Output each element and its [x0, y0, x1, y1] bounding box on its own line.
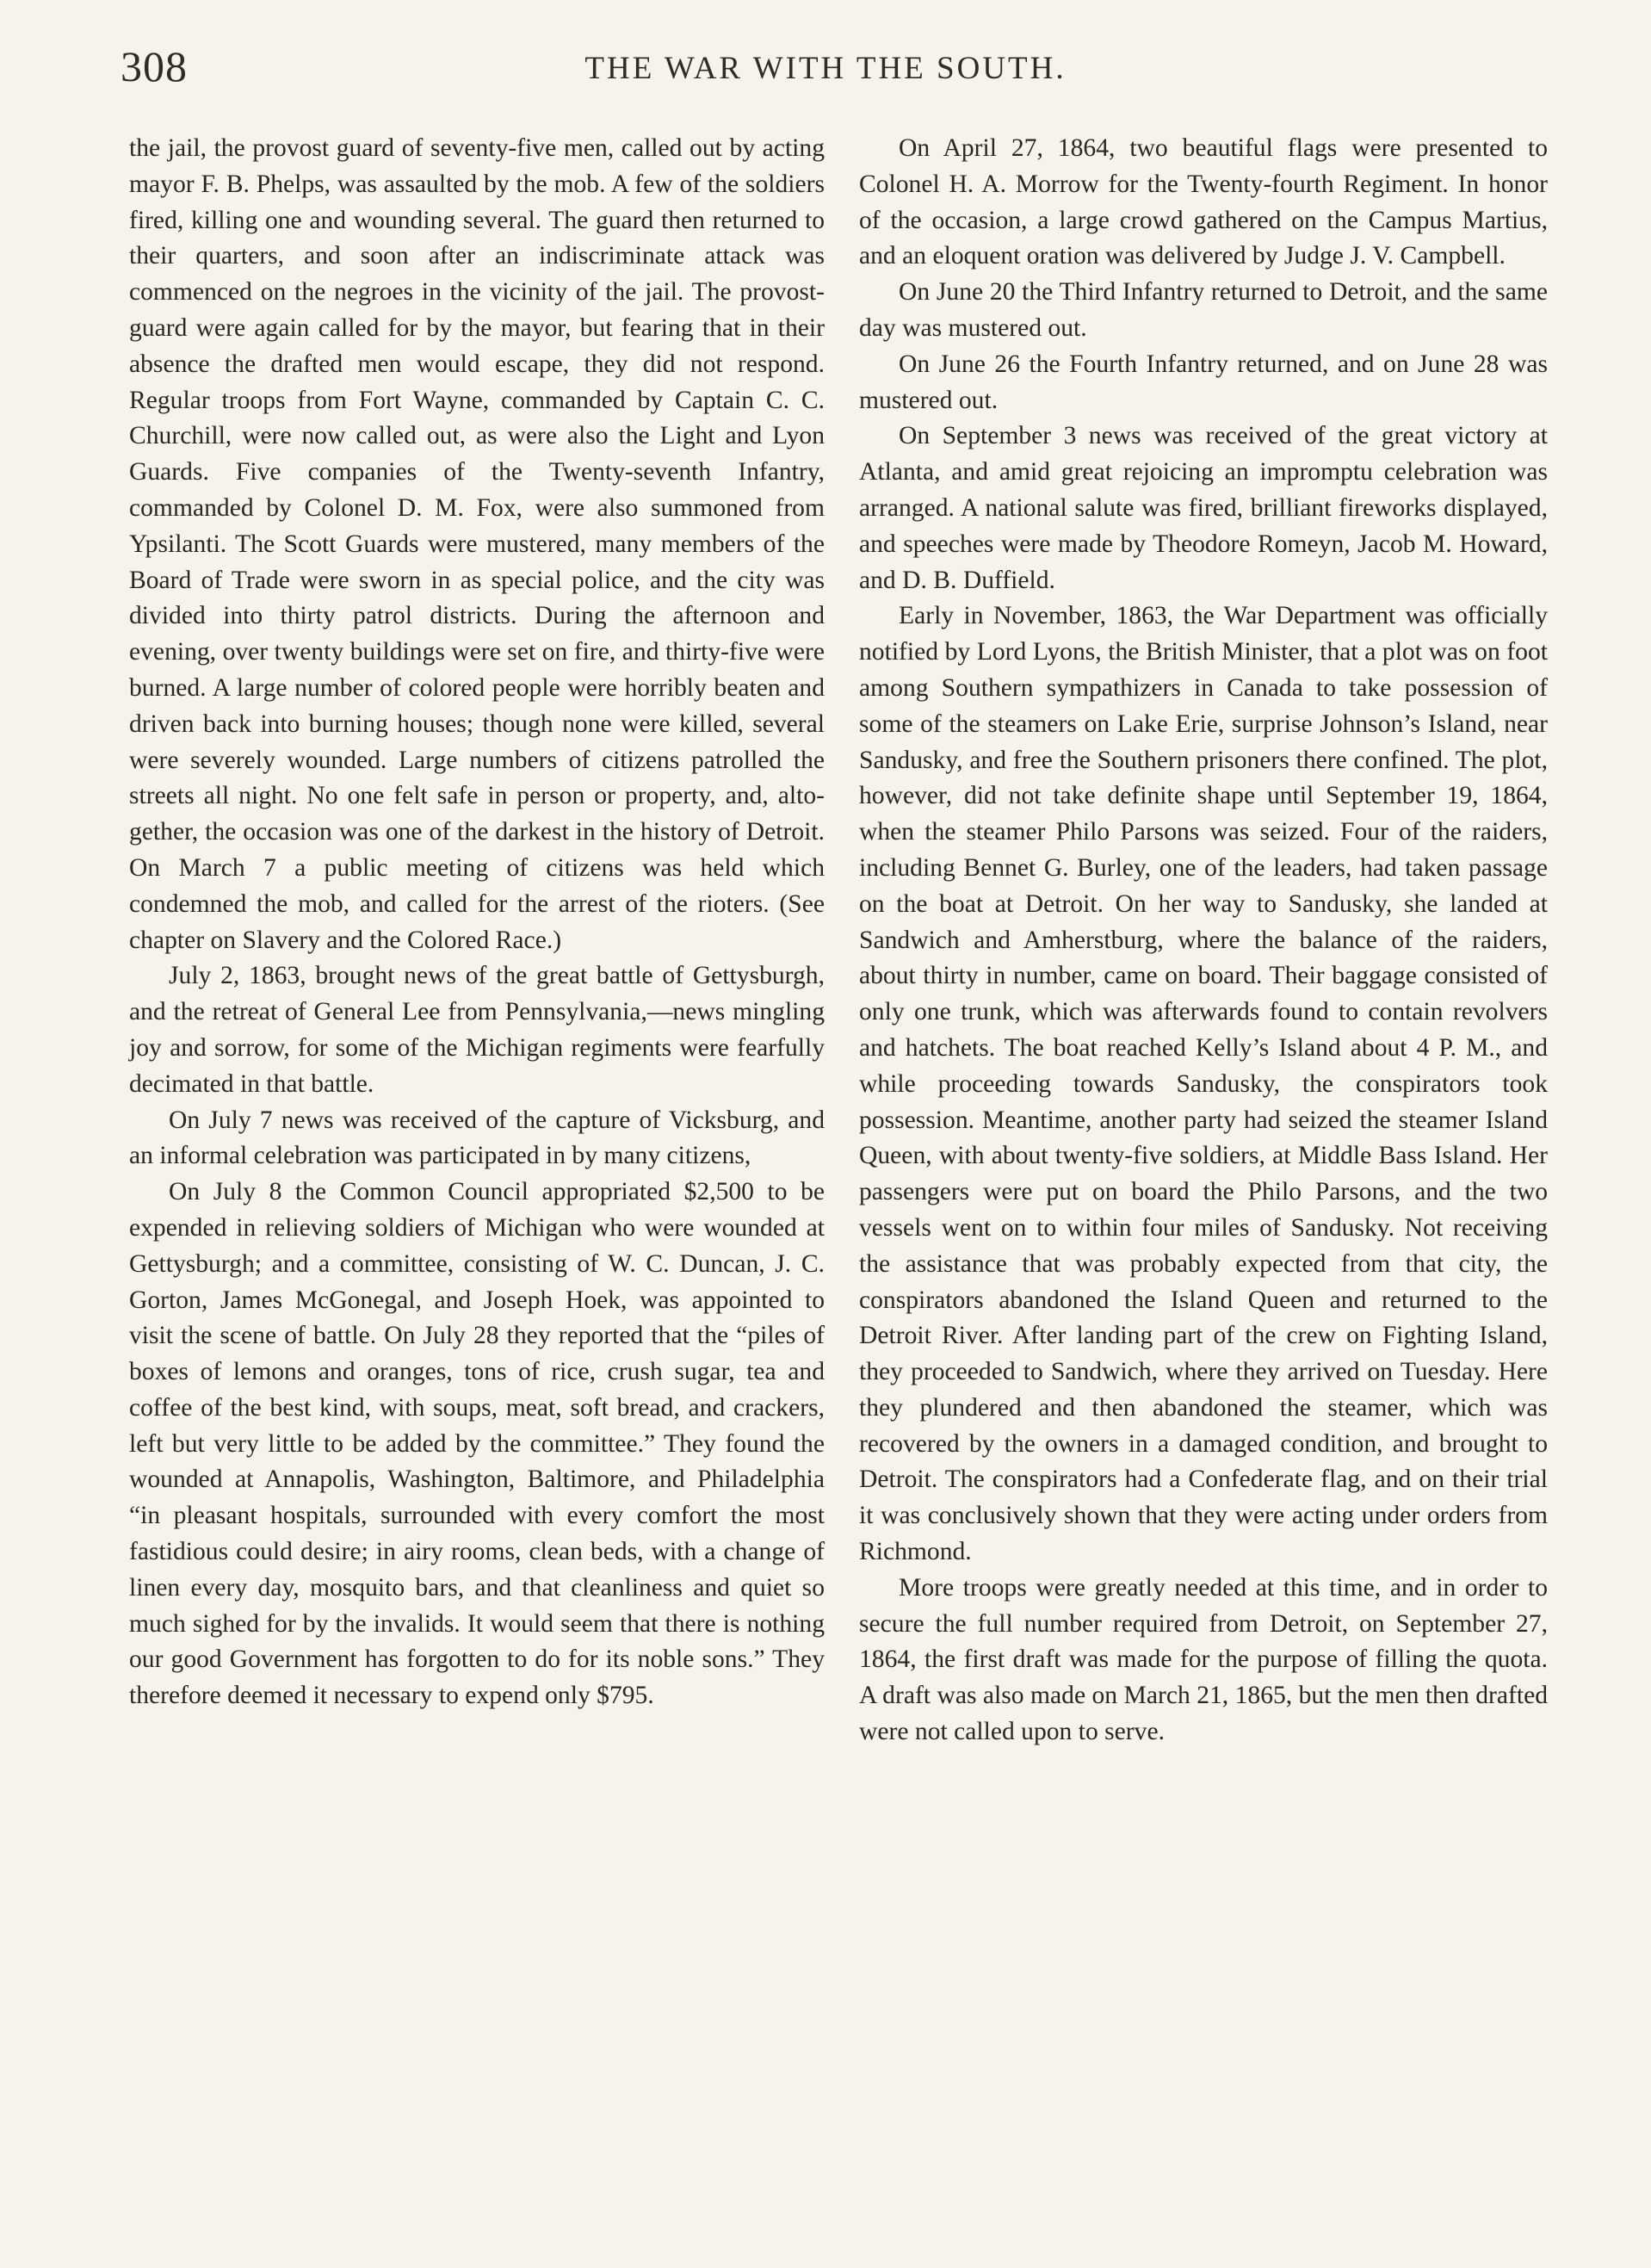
left-column: [129, 131, 825, 1714]
paragraph: July 2, 1863, brought news of the great battle of Gettysburgh, and the retreat of General Lee from Pennsylvania,—news mingling joy and sorrow, for some of the Michigan regiments were fearfully decimated in that battle.: [129, 962, 825, 1098]
paragraph: Early in November, 1863, the War Department was officially notified by Lord Lyons, the British Minister, that a plot was on foot among Southern sympathizers in Canada to take possession of some of the steamers on Lake Erie, surprise Johnson’s Island, near Sandusky, and free the Southern prisoners there confined. The plot, however, did not take definite shape until September 19, 1864, when the steamer Philo Parsons was seized. Four of the raiders, including Bennet G. Burley, one of the leaders, had taken passage on the boat at Detroit. On her way to Sandusky, she landed at Sandwich and Amherstburg, where the balance of the raiders, about thirty in number, came on board. Their baggage consisted of only one trunk, which was afterwards found to contain revolvers and hatchets. The boat reached Kelly’s Island about 4 P. M., and while proceeding towards Sandusky, the conspirators took possession. Meantime, another party had seized the steamer Island Queen, with about twenty-five soldiers, at Middle Bass Island. Her passengers were put on board the Philo Parsons, and the two vessels went on to within four miles of Sandusky. Not receiving the assistance that was probably expected from that city, the conspirators abandoned the Island Queen and returned to the Detroit River. After landing part of the crew on Fighting Island, they proceeded to Sandwich, where they arrived on Tuesday. Here they plundered and then abandoned the steamer, which was recovered by the owners in a damaged condition, and brought to Detroit. The conspirators had a Confederate flag, and on their trial it was conclusively shown that they were acting under orders from Richmond.: [859, 602, 1548, 1566]
paragraph: More troops were greatly needed at this time, and in order to secure the full number required from Detroit, on September 27, 1864, the first draft was made for the purpose of filling the quota. A draft was also made on March 21, 1865, but the men then drafted were not called upon to serve.: [859, 1573, 1548, 1746]
paragraph: On April 27, 1864, two beautiful flags were presented to Colonel H. A. Morrow for the Twenty-fourth Regiment. In honor of the occasion, a large crowd gathered on the Campus Martius, and an eloquent oration was delivered by Judge J. V. Campbell.: [859, 134, 1548, 270]
page-number: 308: [121, 42, 188, 90]
paragraph: On June 26 the Fourth Infantry returned, and on June 28 was mustered out.: [859, 350, 1548, 414]
paragraph: On June 20 the Third Infantry returned to Detroit, and the same day was mustered out.: [859, 278, 1548, 342]
paragraph: On July 8 the Common Council appropriated $2,500 to be expended in relieving soldiers of Michigan who were wounded at Gettysburgh; and a committee, consisting of W. C. Duncan, J. C. Gorton, James McGonegal, and Joseph Hoek, was appointed to visit the scene of battle. On July 28 they reported that the “piles of boxes of lemons and oranges, tons of rice, crush sugar, tea and coffee of the best kind, with soups, meat, soft bread, and crackers, left but very little to be added by the committee.” They found the wounded at Annapolis, Washington, Baltimore, and Philadelphia “in pleasant hospitals, surrounded with every comfort the most fastidious could desire; in airy rooms, clean beds, with a change of linen every day, mosquito bars, and that cleanliness and quiet so much sighed for by the invalids. It would seem that there is nothing our good Government has forgotten to do for its noble sons.” They therefore deemed it necessary to expend only $795.: [129, 1178, 825, 1710]
right-column: [859, 131, 1548, 1751]
paragraph: the jail, the provost guard of seventy-five men, called out by acting mayor F. B. Phelps, was assaulted by the mob. A few of the soldiers fired, killing one and wounding several. The guard then returned to their quarters, and soon after an indiscriminate attack was commenced on the negroes in the vicinity of the jail. The provost-guard were again called for by the mayor, but fearing that in their absence the drafted men would escape, they did not respond. Regular troops from Fort Wayne, commanded by Captain C. C. Churchill, were now called out, as were also the Light and Lyon Guards. Five companies of the Twenty-seventh Infantry, commanded by Colonel D. M. Fox, were also summoned from Ypsilanti. The Scott Guards were mustered, many members of the Board of Trade were sworn in as special police, and the city was divided into thirty patrol districts. During the afternoon and evening, over twenty buildings were set on fire, and thirty-five were burned. A large number of colored people were horribly beaten and driven back into burning houses; though none were killed, several were severely wounded. Large numbers of citizens patrolled the streets all night. No one felt safe in person or property, and, altogether, the occasion was one of the darkest in the history of Detroit. On March 7 a public meeting of citizens was held which condemned the mob, and called for the arrest of the rioters. (See chapter on Slavery and the Colored Race.): [129, 134, 825, 954]
paragraph: On July 7 news was received of the capture of Vicksburg, and an informal celebration was participated in by many citizens,: [129, 1106, 825, 1170]
paragraph: On September 3 news was received of the great victory at Atlanta, and amid great rejoicing an impromptu celebration was arranged. A national salute was fired, brilliant fireworks displayed, and speeches were made by Theodore Romeyn, Jacob M. Howard, and D. B. Duffield.: [859, 422, 1548, 594]
running-head: THE WAR WITH THE SOUTH.: [584, 51, 1067, 86]
